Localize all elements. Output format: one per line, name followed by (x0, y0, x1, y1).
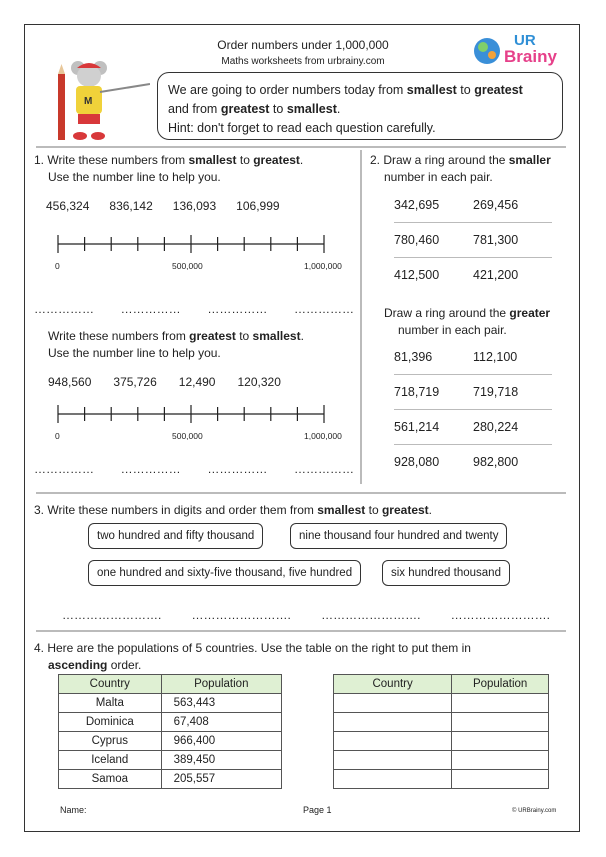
q1b-answer-lines: …………… …………… …………… …………… (34, 462, 354, 476)
answer-cell[interactable] (334, 751, 452, 770)
q1b-nl-end-label: 1,000,000 (304, 431, 342, 441)
col-header-population: Population (161, 675, 281, 694)
number: 120,320 (237, 375, 281, 389)
copyright: © URBrainy.com (512, 808, 557, 814)
number-pair (394, 375, 552, 410)
col-header-country: Country (59, 675, 162, 694)
number: 375,726 (113, 375, 157, 389)
worksheet-title: Order numbers under 1,000,000 (217, 38, 389, 52)
pair-number[interactable]: 421,200 (473, 268, 519, 282)
answer-row (334, 732, 549, 751)
q1-number-list (46, 199, 336, 213)
pair-number[interactable]: 781,300 (473, 233, 519, 247)
number-pair (394, 223, 552, 258)
number-words-card: two hundred and fifty thousand (88, 523, 263, 549)
answer-cell[interactable] (452, 770, 549, 789)
pair-number[interactable]: 280,224 (473, 420, 519, 434)
answer-cell[interactable] (452, 694, 549, 713)
mouse-mascot-illustration (40, 54, 150, 144)
name-label: Name: (60, 805, 87, 815)
pair-number[interactable]: 982,800 (473, 455, 519, 469)
q3-instructions: 3. Write these numbers in digits and order them from smallest to greatest. (34, 503, 432, 517)
table-row: Malta 563,443 (59, 694, 282, 713)
pair-number[interactable]: 719,718 (473, 385, 519, 399)
q2-pairs-greater (394, 340, 552, 479)
number-pair (394, 188, 552, 223)
bubble-line-2: and from greatest to smallest. (168, 102, 341, 116)
q2-pairs-smaller (394, 188, 552, 292)
bubble-line-3: Hint: don't forget to read each question carefully. (168, 121, 436, 135)
q2b-instructions: Draw a ring around the greater number in each pair. (384, 306, 551, 337)
vertical-divider (360, 150, 362, 484)
col-header-population: Population (452, 675, 549, 694)
number-pair (394, 410, 552, 445)
q1-nl-end-label: 1,000,000 (304, 261, 342, 271)
answer-cell[interactable] (452, 732, 549, 751)
pair-number[interactable]: 412,500 (394, 268, 440, 282)
table-row: Cyprus 966,400 (59, 732, 282, 751)
number-words-card: six hundred thousand (382, 560, 510, 586)
globe-icon (472, 36, 502, 66)
table-row: Samoa 205,557 (59, 770, 282, 789)
logo-ur-text: UR (514, 32, 536, 49)
pair-number[interactable]: 81,396 (394, 350, 433, 364)
answer-row (334, 751, 549, 770)
svg-text:M: M (84, 96, 93, 107)
bubble-line-1: We are going to order numbers today from smallest to greatest (168, 83, 523, 97)
q1-number-line (56, 234, 328, 254)
q2-instructions: 2. Draw a ring around the smaller number in each pair. (370, 153, 551, 184)
number-words-card: nine thousand four hundred and twenty (290, 523, 507, 549)
populations-table (58, 674, 282, 789)
table-row: Dominica 67,408 (59, 713, 282, 732)
horizontal-divider (36, 630, 566, 632)
worksheet-subtitle: Maths worksheets from urbrainy.com (221, 56, 385, 67)
q3-answer-lines: ……………………. ……………………. ……………………. ……………………. (62, 608, 550, 622)
answer-cell[interactable] (452, 751, 549, 770)
q1b-nl-start-label: 0 (55, 431, 60, 441)
pair-number[interactable]: 112,100 (473, 350, 518, 364)
logo-brainy-text: Brainy (504, 47, 557, 66)
number-pair (394, 445, 552, 479)
answer-cell[interactable] (334, 770, 452, 789)
pair-number[interactable]: 342,695 (394, 198, 440, 212)
pair-number[interactable]: 718,719 (394, 385, 440, 399)
answer-cell[interactable] (334, 694, 452, 713)
pair-number[interactable]: 269,456 (473, 198, 519, 212)
q1-nl-mid-label: 500,000 (172, 261, 203, 271)
answer-cell[interactable] (334, 713, 452, 732)
answer-cell[interactable] (452, 713, 549, 732)
number: 136,093 (172, 199, 217, 213)
table-header-row (334, 675, 549, 694)
q1b-nl-mid-label: 500,000 (172, 431, 203, 441)
answer-row (334, 694, 549, 713)
answer-cell[interactable] (334, 732, 452, 751)
urbrainy-logo (470, 32, 565, 72)
q1-answer-lines: …………… …………… …………… …………… (34, 302, 354, 316)
number: 836,142 (109, 199, 153, 213)
q4-instructions: 4. Here are the populations of 5 countries. Use the table on the right to put them in ascending order. (34, 641, 471, 672)
q1-nl-start-label: 0 (55, 261, 60, 271)
q1b-number-line (56, 404, 328, 424)
number-pair (394, 258, 552, 292)
number: 106,999 (236, 199, 280, 213)
col-header-country: Country (334, 675, 452, 694)
number: 456,324 (46, 199, 90, 213)
speech-bubble (157, 72, 563, 140)
q1-instructions: 1. Write these numbers from smallest to greatest. Use the number line to help you. (34, 153, 304, 184)
page-number: Page 1 (303, 805, 332, 815)
pair-number[interactable]: 561,214 (394, 420, 440, 434)
answer-table (333, 674, 549, 789)
pair-number[interactable]: 780,460 (394, 233, 440, 247)
number-pair (394, 340, 552, 375)
q1b-number-list (48, 375, 338, 389)
pair-number[interactable]: 928,080 (394, 455, 440, 469)
table-header-row (59, 675, 282, 694)
horizontal-divider (36, 492, 566, 494)
number: 948,560 (48, 375, 92, 389)
number-words-card: one hundred and sixty-five thousand, five hundred (88, 560, 361, 586)
q1b-instructions: Write these numbers from greatest to smallest. Use the number line to help you. (48, 329, 304, 360)
table-row: Iceland 389,450 (59, 751, 282, 770)
answer-row (334, 770, 549, 789)
number: 12,490 (178, 375, 216, 389)
answer-row (334, 713, 549, 732)
horizontal-divider (36, 146, 566, 148)
